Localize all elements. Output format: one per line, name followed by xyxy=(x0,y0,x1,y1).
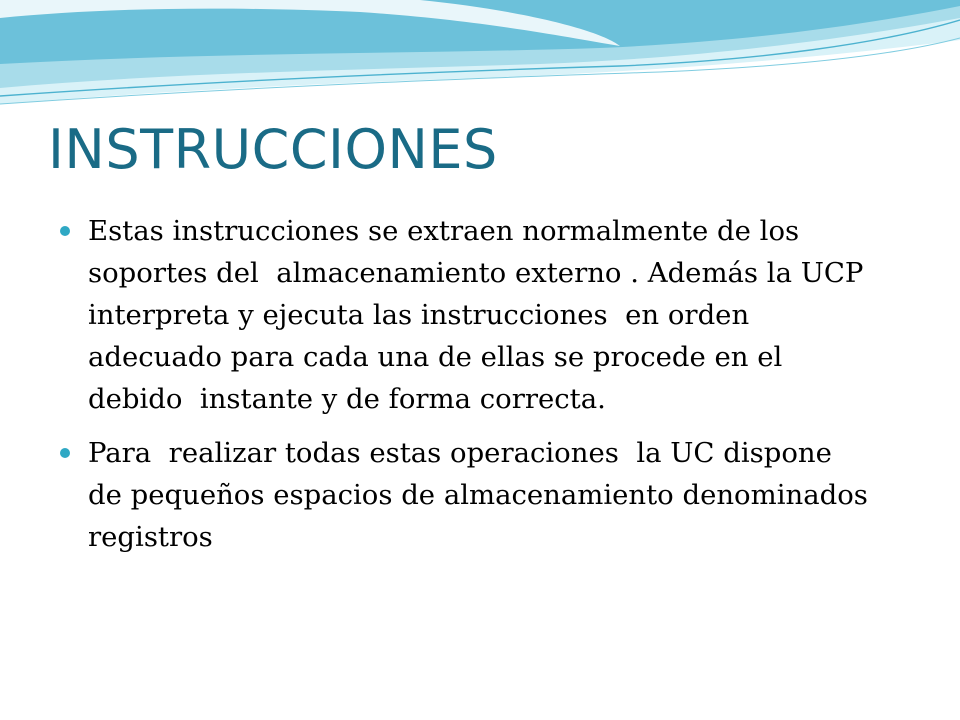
bullet-item-2 xyxy=(60,432,877,558)
bullet-dot-icon xyxy=(60,448,70,458)
decorative-wave-header xyxy=(0,0,960,110)
slide-title: INSTRUCCIONES xyxy=(48,118,498,181)
bullet-text-1: Estas instrucciones se extraen normalmente de los soportes del almacenamiento externo . Además la UCP interpreta y ejecuta las instrucciones en orden adecuado para cada una de ellas se procede en el debido instante y de forma correcta. xyxy=(88,215,873,415)
bullet-dot-icon xyxy=(60,226,70,236)
bullet-text-2: Para realizar todas estas operaciones la UC dispone de pequeños espacios de almacenamiento denominados registros xyxy=(88,437,877,553)
bullet-list xyxy=(60,210,877,570)
bullet-item-1 xyxy=(60,210,873,420)
